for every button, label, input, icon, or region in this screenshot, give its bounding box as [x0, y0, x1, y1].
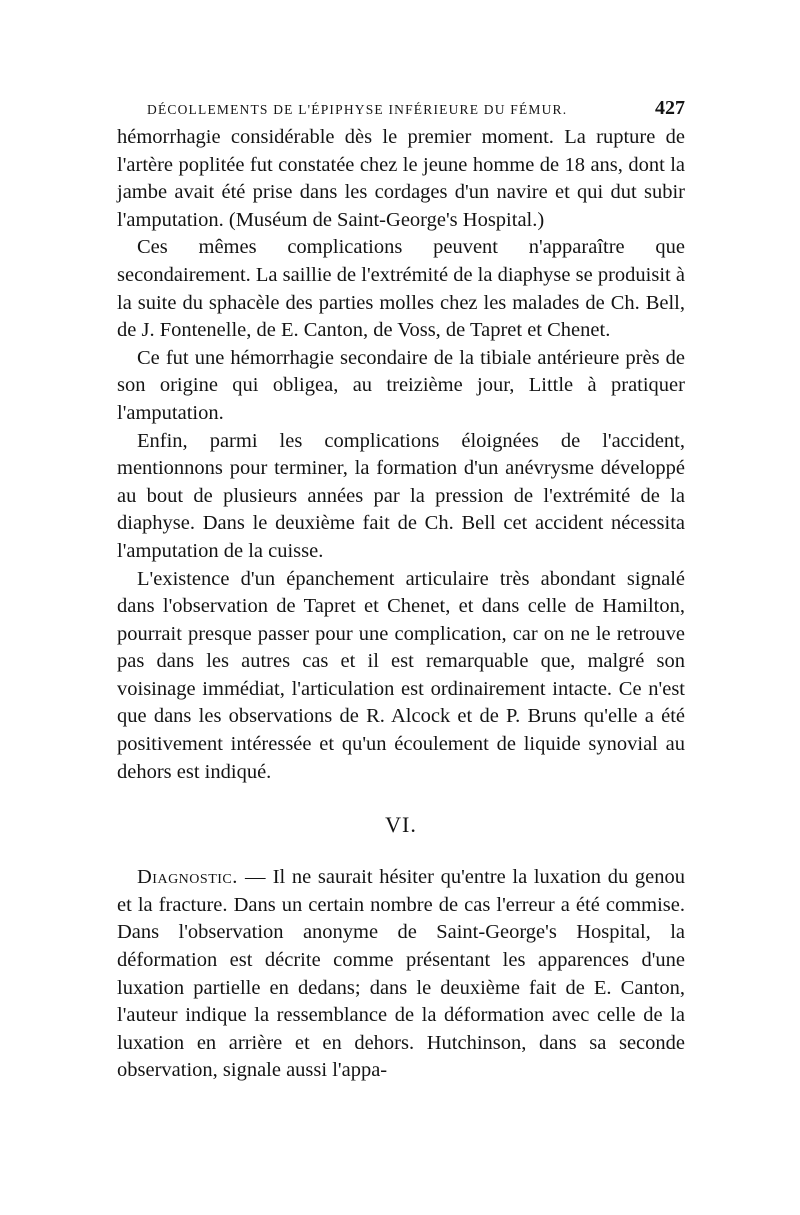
paragraph-diagnostic: [117, 864, 685, 1085]
page-number: 427: [655, 97, 685, 119]
running-head: [117, 96, 685, 124]
paragraph-aneurysm: Enfin, parmi les complications éloignées de l'accident, mentionnons pour terminer, la formation d'un anévrysme développé au bout de plusieurs années par la pression de l'extrémité de la diaphyse. Dans le deuxième fait de Ch. Bell cet accident nécessita l'amputation de la cuisse.: [117, 429, 685, 562]
body-text: [117, 124, 685, 1085]
paragraph-continuation: hémorrhagie considérable dès le premier moment. La rupture de l'artère poplitée fut constatée chez le jeune homme de 18 ans, dont la jambe avait été prise dans les cordages d'un navire et qui dut subir l'amputation. (Muséum de Saint-George's Hospital.): [117, 126, 685, 231]
running-head-title: DÉCOLLEMENTS DE L'ÉPIPHYSE INFÉRIEURE DU FÉMUR.: [147, 102, 568, 117]
paragraph-effusion: L'existence d'un épanchement articulaire très abondant signalé dans l'observation de Tapret et Chenet, et dans celle de Hamilton, pourrait presque passer pour une complication, car on ne le retrouve pas dans les autres cas et il est remarquable que, malgré son voisinage immédiat, l'articulation est ordinairement intacte. Ce n'est que dans les observations de R. Alcock et de P. Bruns qu'elle a été positivement intéressée et qu'un écoulement de liquide synovial au dehors est indiqué.: [117, 567, 685, 783]
diagnostic-text: Il ne saurait hésiter qu'entre la luxation du genou et la fracture. Dans un certain nombre de cas l'erreur a été commise. Dans l'observation anonyme de Saint-George's Hospital, la déformation est décrite comme présentant les apparences d'une luxation partielle en dedans; dans le deuxième fait de E. Canton, l'auteur indique la ressemblance de la déformation avec celle de la luxation en arrière et en dehors. Hutchinson, dans sa seconde observation, signale aussi l'appa-: [117, 866, 685, 1082]
paragraph-complications: Ces mêmes complications peuvent n'apparaître que secondairement. La saillie de l'extrémité de la diaphyse se produisit à la suite du sphacèle des parties molles chez les malades de Ch. Bell, de J. Fontenelle, de E. Canton, de Voss, de Tapret et Chenet.: [117, 236, 685, 342]
section-heading: VI.: [385, 812, 417, 838]
diagnostic-lead-term: Diagnostic. —: [137, 866, 267, 889]
paragraph-hemorrhage: Ce fut une hémorrhagie secondaire de la tibiale antérieure près de son origine qui obligea, au treizième jour, Little à pratiquer l'amputation.: [117, 346, 685, 424]
book-page: [117, 96, 685, 1085]
